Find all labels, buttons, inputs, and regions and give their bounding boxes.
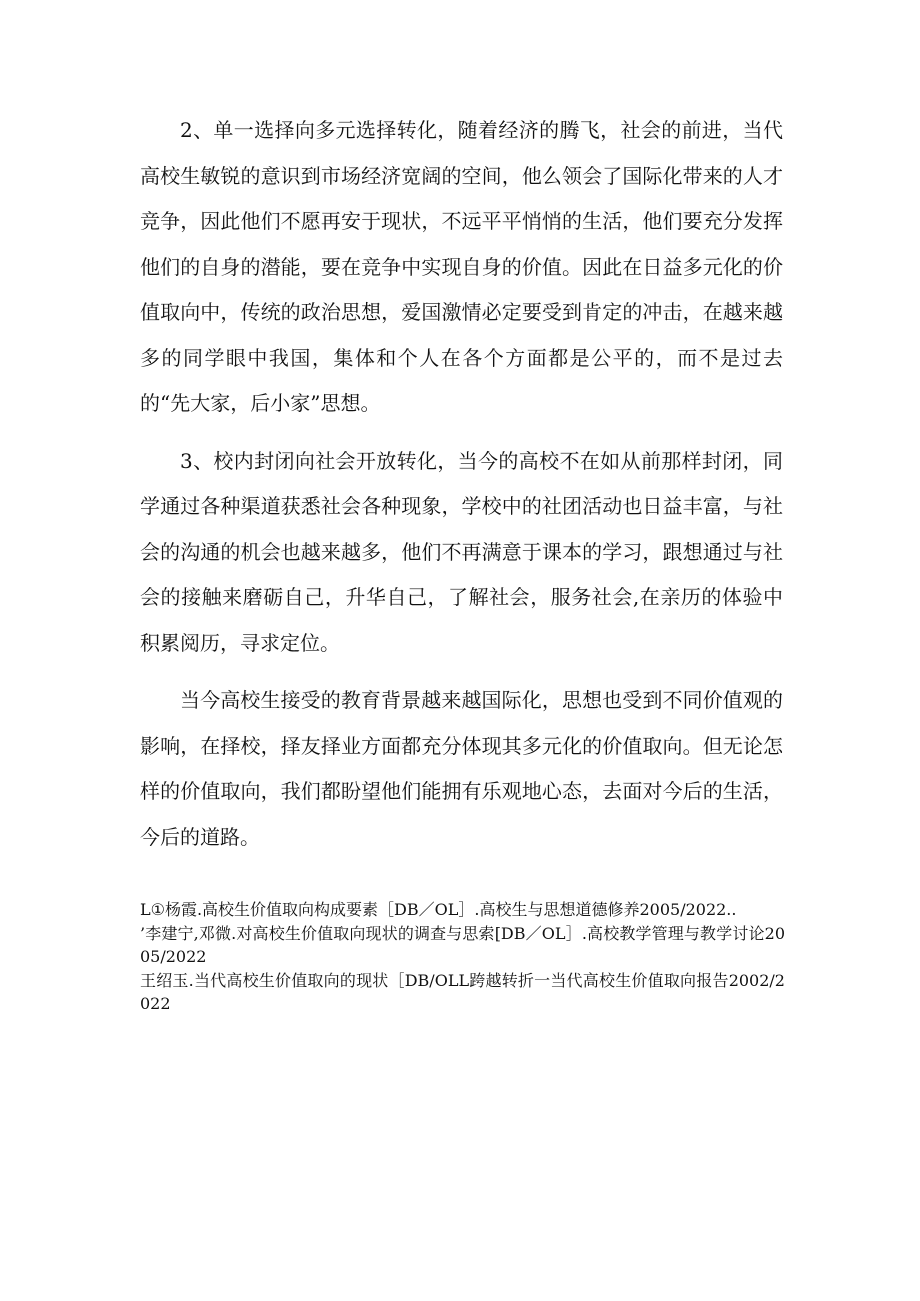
reference-item: ’李建宁,邓微.对高校生价值取向现状的调查与思索[DB／OL］.高校教学管理与教学讨论2005/2022: [140, 923, 785, 966]
body-text: [140, 108, 783, 872]
paragraph-conclusion: 当今高校生接受的教育背景越来越国际化，思想也受到不同价值观的影响，在择校，择友择业方面都充分体现其多元化的价值取向。但无论怎样的价值取向，我们都盼望他们能拥有乐观地心态，去面对今后的生活，今后的道路。: [140, 688, 783, 849]
reference-item: L①杨霞.高校生价值取向构成要素［DB／OL］.高校生与思想道德修养2005/2022..: [140, 900, 737, 919]
reference-item: 王绍玉.当代高校生价值取向的现状［DB/OLL跨越转折一当代高校生价值取向报告2002/2022: [140, 970, 785, 1013]
references-list: [140, 898, 785, 1016]
paragraph-single-to-multiple-choice: 2、单一选择向多元选择转化，随着经济的腾飞，社会的前进，当代高校生敏锐的意识到市场经济宽阔的空间，他么领会了国际化带来的人才竞争，因此他们不愿再安于现状，不远平平悄悄的生活，他们要充分发挥他们的自身的潜能，要在竞争中实现自身的价值。因此在日益多元化的价值取向中，传统的政治思想，爱国激情必定要受到肯定的冲击，在越来越多的同学眼中我国，集体和个人在各个方面都是公平的，而不是过去的“先大家，后小家”思想。: [140, 118, 783, 415]
paragraph-closed-to-open: 3、校内封闭向社会开放转化，当今的高校不在如从前那样封闭，同学通过各种渠道获悉社会各种现象，学校中的社团活动也日益丰富，与社会的沟通的机会也越来越多，他们不再满意于课本的学习，跟想通过与社会的接触来磨砺自己，升华自己，了解社会，服务社会,在亲历的体验中积累阅历，寻求定位。: [140, 448, 783, 655]
